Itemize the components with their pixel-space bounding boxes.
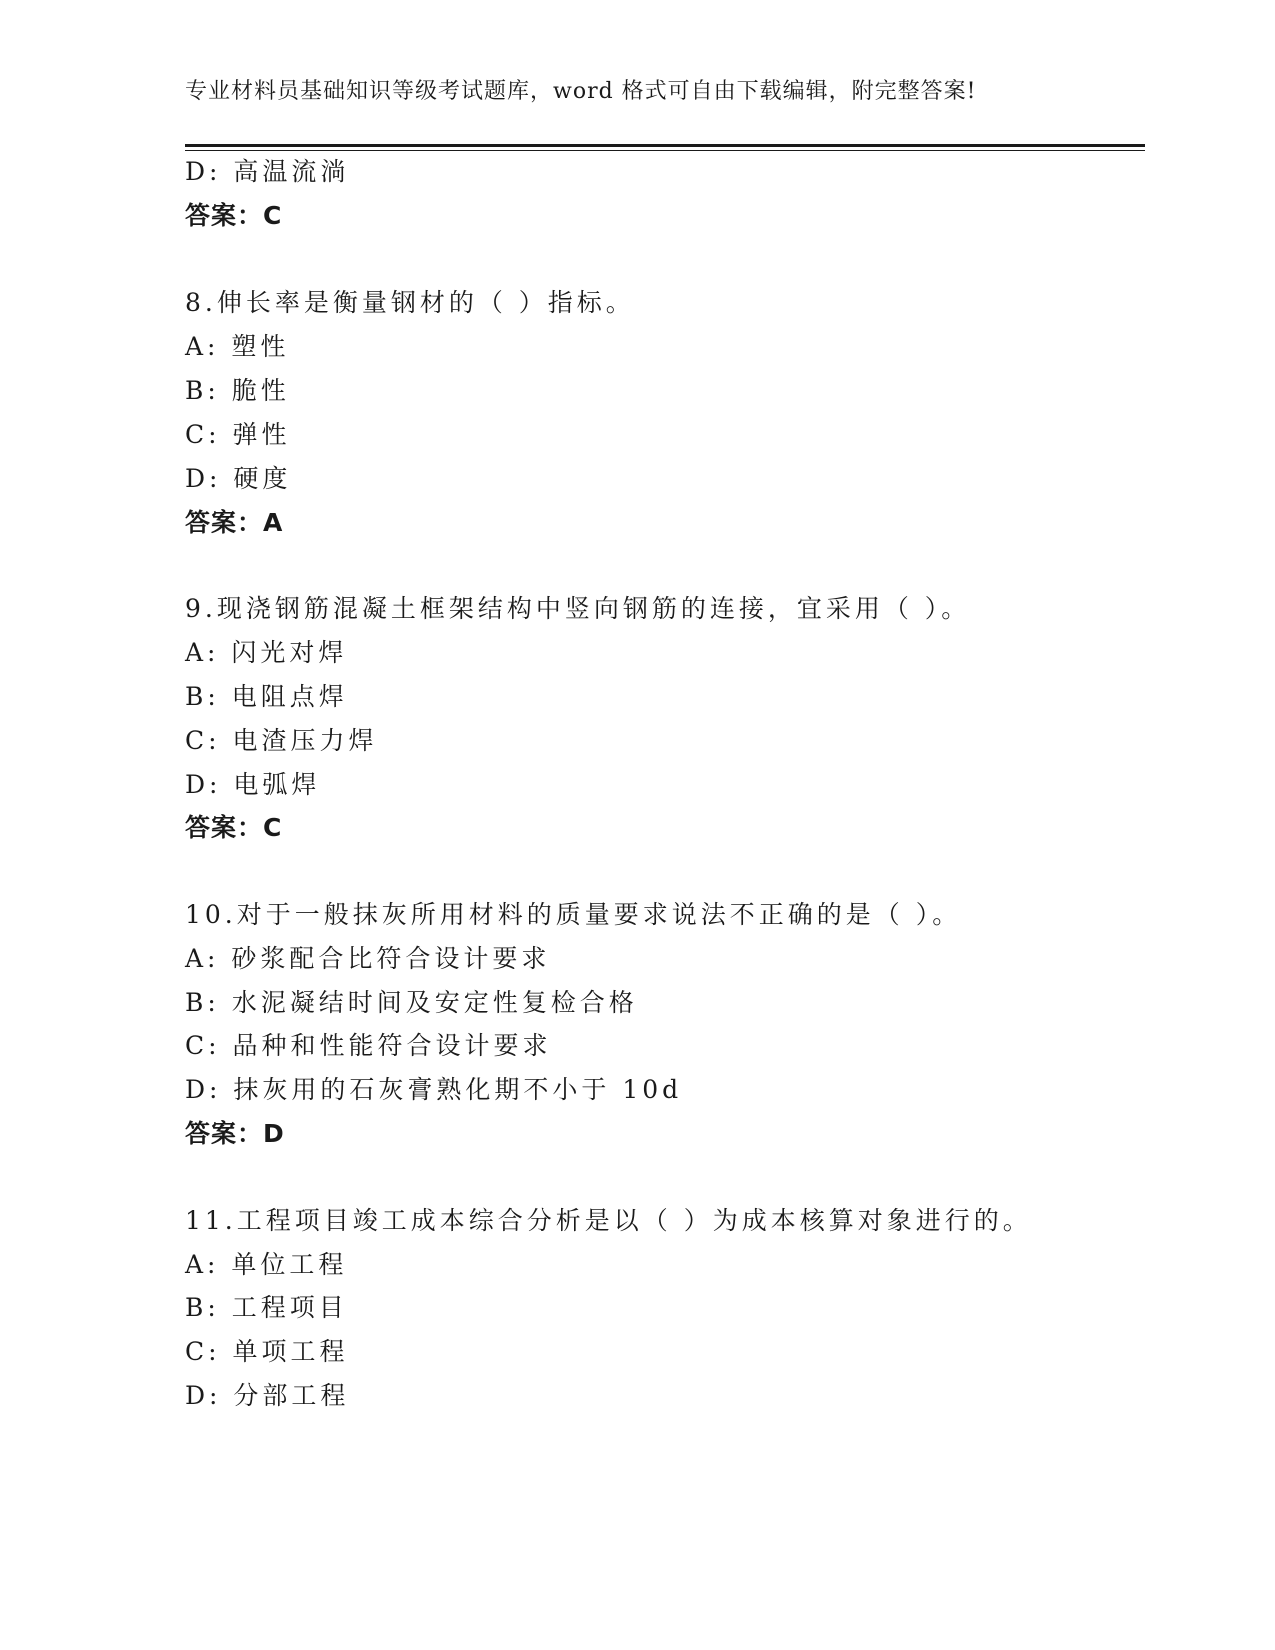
question-9-option-a: A: 闪光对焊 (185, 638, 348, 667)
question-10-option-a: A: 砂浆配合比符合设计要求 (185, 944, 551, 973)
question-9-option-d: D: 电弧焊 (185, 770, 321, 799)
prev-answer: 答案：C (185, 201, 283, 230)
question-10-option-d: D: 抹灰用的石灰膏熟化期不小于 10d (185, 1075, 683, 1104)
question-8-option-a: A: 塑性 (185, 332, 290, 361)
prev-option-d: D: 高温流淌 (185, 157, 350, 186)
question-8-answer: 答案：A (185, 508, 284, 537)
question-10-stem: 10.对于一般抹灰所用材料的质量要求说法不正确的是（ ）。 (185, 900, 962, 929)
question-10-option-b: B: 水泥凝结时间及安定性复检合格 (185, 988, 638, 1017)
question-11-option-b: B: 工程项目 (185, 1293, 348, 1322)
question-8-option-c: C: 弹性 (185, 420, 291, 449)
question-9-option-b: B: 电阻点焊 (185, 682, 348, 711)
question-11-option-c: C: 单项工程 (185, 1337, 349, 1366)
header-rule-thick (185, 144, 1145, 147)
question-11-option-d: D: 分部工程 (185, 1381, 350, 1410)
question-9-option-c: C: 电渣压力焊 (185, 726, 378, 755)
question-10-option-c: C: 品种和性能符合设计要求 (185, 1031, 552, 1060)
page-header: 专业材料员基础知识等级考试题库，word 格式可自由下载编辑，附完整答案! (185, 79, 977, 104)
question-8-option-d: D: 硬度 (185, 464, 292, 493)
question-10-answer: 答案：D (185, 1119, 285, 1148)
header-rule-thin (185, 150, 1145, 151)
question-9-stem: 9.现浇钢筋混凝土框架结构中竖向钢筋的连接，宜采用（ ）。 (185, 594, 971, 623)
question-9-answer: 答案：C (185, 813, 283, 842)
question-11-option-a: A: 单位工程 (185, 1250, 348, 1279)
question-8-option-b: B: 脆性 (185, 376, 290, 405)
question-11-stem: 11.工程项目竣工成本综合分析是以（ ）为成本核算对象进行的。 (185, 1206, 1032, 1235)
question-8-stem: 8.伸长率是衡量钢材的（ ）指标。 (185, 288, 635, 317)
